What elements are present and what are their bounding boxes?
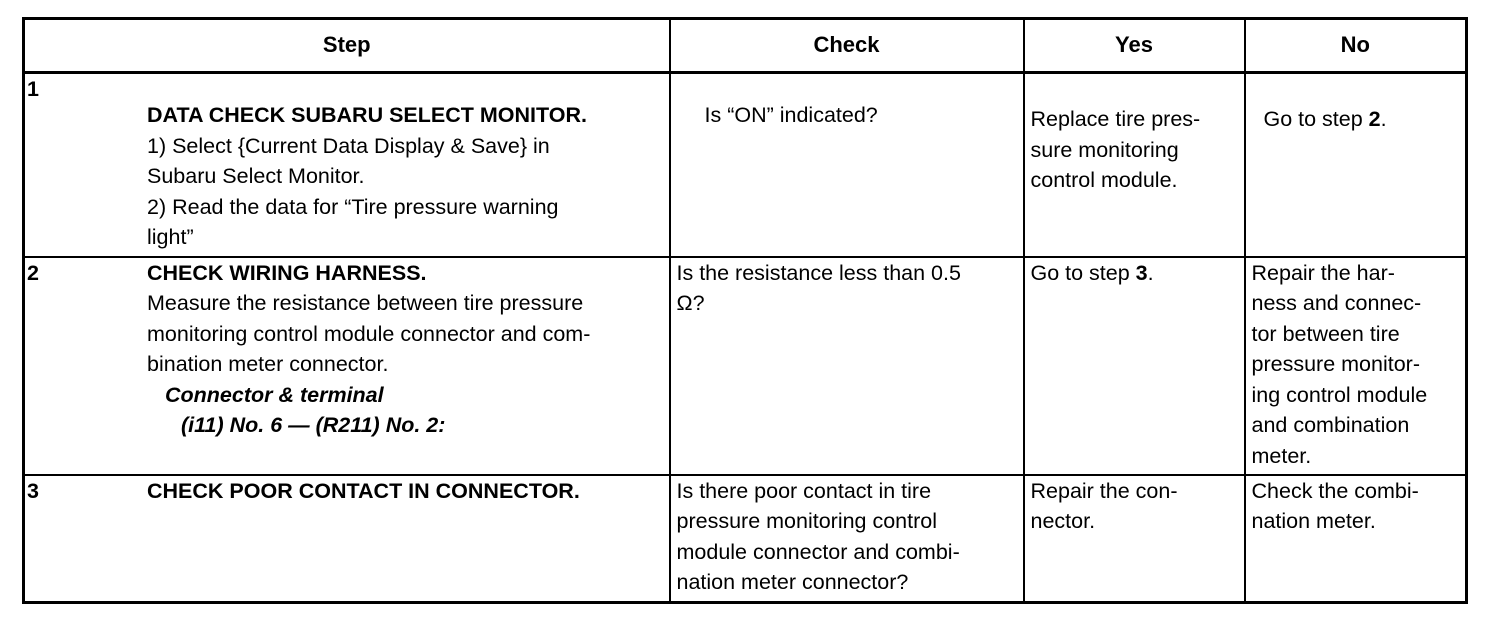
step-line: light”	[147, 225, 194, 249]
check-text: Is “ON” indicated?	[704, 103, 878, 127]
goto-step-number: 2	[1368, 107, 1381, 131]
yes-suffix: .	[1147, 260, 1154, 285]
no-line: Check the combi-	[1251, 478, 1419, 503]
step-line: Subaru Select Monitor.	[147, 164, 365, 188]
yes-line: Replace tire pres-	[1030, 107, 1201, 131]
connector-value: (i11) No. 6 — (R211) No. 2:	[181, 413, 446, 437]
header-check: Check	[670, 19, 1024, 73]
yes-text	[1025, 476, 1244, 537]
header-yes: Yes	[1024, 19, 1245, 73]
no-line: tor between tire	[1251, 321, 1400, 346]
step-body	[147, 100, 669, 253]
no-text	[1246, 258, 1466, 472]
no-text	[1246, 476, 1466, 537]
table-row-step-1	[24, 73, 1467, 257]
step-cell-3	[24, 475, 670, 603]
step-number: 2	[27, 260, 39, 285]
header-row	[24, 19, 1467, 73]
step-line: Measure the resistance between tire pressure	[147, 291, 584, 315]
step-body	[147, 258, 669, 441]
no-prefix: Go to step	[1263, 107, 1369, 131]
check-line: Ω?	[676, 291, 705, 315]
table-row-step-3	[24, 475, 1467, 603]
yes-text	[1025, 258, 1244, 289]
step-cell-1	[24, 73, 670, 257]
yes-cell-3	[1024, 475, 1245, 603]
yes-line: nector.	[1030, 509, 1096, 533]
step-line: 2) Read the data for “Tire pressure warning	[147, 194, 559, 219]
yes-prefix: Go to step	[1030, 260, 1136, 285]
no-line: Repair the har-	[1251, 260, 1395, 285]
step-number: 1	[27, 77, 39, 101]
no-suffix: .	[1380, 107, 1387, 131]
step-body	[147, 476, 669, 507]
connector-label: Connector & terminal	[165, 382, 384, 407]
no-cell-3	[1245, 475, 1467, 603]
check-line: Is the resistance less than 0.5	[676, 260, 961, 285]
check-text	[671, 476, 1023, 598]
goto-step-number: 3	[1135, 260, 1148, 285]
check-line: nation meter connector?	[676, 570, 909, 594]
yes-line: sure monitoring	[1030, 137, 1179, 162]
step-line: bination meter connector.	[147, 352, 389, 376]
no-line: nation meter.	[1251, 509, 1376, 533]
step-title: CHECK WIRING HARNESS.	[147, 260, 427, 285]
no-line: pressure monitor-	[1251, 352, 1420, 376]
no-text	[1246, 100, 1466, 135]
check-line: module connector and combi-	[676, 539, 960, 564]
header-step: Step	[24, 19, 670, 73]
check-text	[671, 258, 1023, 319]
check-line: pressure monitoring control	[676, 509, 938, 533]
step-title: DATA CHECK SUBARU SELECT MONITOR.	[147, 103, 587, 127]
yes-cell-1	[1024, 73, 1245, 257]
yes-line: control module.	[1030, 168, 1178, 192]
no-line: ness and connec-	[1251, 291, 1422, 315]
step-line: monitoring control module connector and com-	[147, 321, 591, 346]
check-line: Is there poor contact in tire	[676, 478, 932, 503]
step-line: 1) Select {Current Data Display & Save} in	[147, 133, 550, 158]
yes-cell-2	[1024, 257, 1245, 475]
step-cell-2	[24, 257, 670, 475]
no-cell-2	[1245, 257, 1467, 475]
yes-text	[1025, 100, 1244, 196]
check-cell-3	[670, 475, 1024, 603]
yes-line: Repair the con-	[1030, 478, 1178, 503]
check-cell-2	[670, 257, 1024, 475]
no-line: and combination	[1251, 413, 1410, 437]
step-title: CHECK POOR CONTACT IN CONNECTOR.	[147, 478, 580, 503]
step-number: 3	[27, 478, 39, 503]
no-cell-1	[1245, 73, 1467, 257]
table-row-step-2	[24, 257, 1467, 475]
diagnostic-table	[22, 17, 1468, 604]
check-cell-1	[670, 73, 1024, 257]
no-line: ing control module	[1251, 382, 1428, 407]
no-line: meter.	[1251, 443, 1312, 468]
header-no: No	[1245, 19, 1467, 73]
